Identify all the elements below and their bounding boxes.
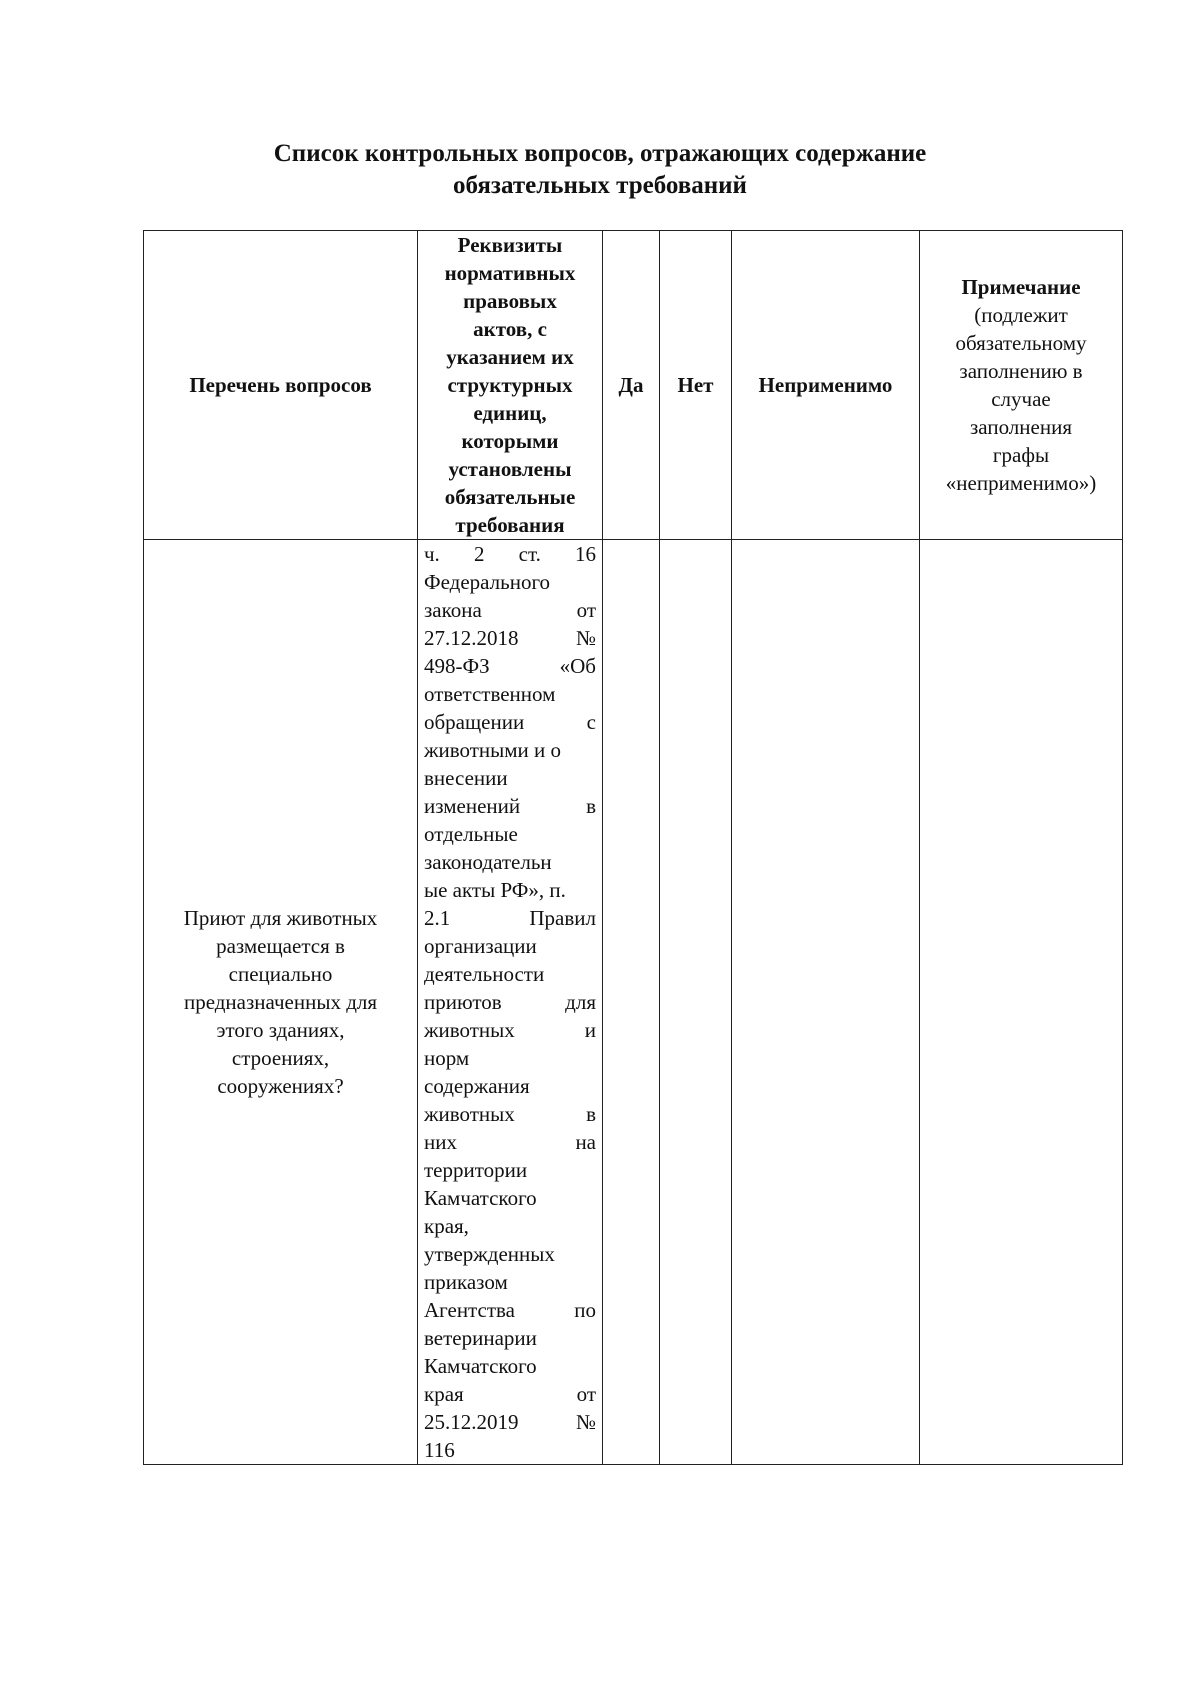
header-not-applicable: Неприменимо	[732, 231, 920, 540]
header-yes: Да	[603, 231, 660, 540]
question-line: этого зданиях,	[216, 1018, 345, 1042]
requisites-line	[424, 1016, 596, 1044]
requisites-word: для	[565, 990, 596, 1014]
question-line: Приют для животных	[183, 906, 378, 930]
table-row	[144, 540, 1123, 1465]
table-body	[144, 540, 1123, 1465]
requisites-word: по	[574, 1298, 596, 1322]
requisites-line	[424, 1100, 596, 1128]
requisites-word: изменений	[424, 794, 521, 818]
requisites-line	[424, 568, 596, 596]
requisites-line	[424, 1296, 596, 1324]
requisites-word: 2	[473, 542, 485, 566]
requisites-word: и	[584, 1018, 596, 1042]
header-no: Нет	[660, 231, 732, 540]
requisites-word: края	[424, 1382, 464, 1406]
page-title-line-1: Список контрольных вопросов, отражающих содержание	[273, 140, 927, 167]
requisites-word: от	[576, 598, 596, 622]
requisites-word: организации	[424, 934, 537, 958]
requisites-line	[424, 1212, 596, 1240]
requisites-word: ч.	[424, 542, 440, 566]
header-note-line: заполнения	[970, 415, 1072, 439]
requisites-line	[424, 652, 596, 680]
requisites-word: закона	[424, 598, 482, 622]
requisites-line	[424, 932, 596, 960]
page-title-line-2: обязательных требований	[453, 172, 747, 199]
requisites-word: с	[586, 710, 596, 734]
requisites-line	[424, 1436, 596, 1464]
header-requisites-line: единиц,	[473, 401, 547, 425]
header-requisites-line: установлены	[448, 457, 572, 481]
header-note-line: заполнению в	[959, 359, 1083, 383]
header-questions: Перечень вопросов	[144, 231, 418, 540]
note-cell	[920, 540, 1123, 1465]
requisites-word: Камчатского	[424, 1354, 537, 1378]
header-requisites-line: обязательные	[444, 485, 576, 509]
checklist-table	[143, 230, 1123, 1465]
header-note-line: случае	[991, 387, 1051, 411]
requisites-line	[424, 680, 596, 708]
requisites-line	[424, 1352, 596, 1380]
requisites-line	[424, 540, 596, 568]
requisites-line	[424, 1324, 596, 1352]
requisites-word: норм	[424, 1046, 470, 1070]
requisites-word: 25.12.2019	[424, 1410, 519, 1434]
requisites-word: деятельности	[424, 962, 545, 986]
page-title	[0, 138, 1200, 202]
question-line: специально	[228, 962, 333, 986]
requisites-word: животных	[424, 1102, 515, 1126]
requisites-line	[424, 708, 596, 736]
requisites-word: Правил	[529, 906, 596, 930]
requisites-word: приказом	[424, 1270, 508, 1294]
header-note-line: обязательному	[955, 331, 1087, 355]
requisites-word: животными и о	[424, 738, 562, 762]
requisites-line	[424, 820, 596, 848]
header-requisites-line: правовых	[463, 289, 557, 313]
header-requisites-line: структурных	[447, 373, 573, 397]
requisites-word: на	[575, 1130, 596, 1154]
header-requisites-line: указанием их	[446, 345, 574, 369]
yes-cell	[603, 540, 660, 1465]
requisites-line	[424, 1072, 596, 1100]
header-requisites-line: нормативных	[444, 261, 576, 285]
requisites-word: отдельные	[424, 822, 518, 846]
requisites-word: внесении	[424, 766, 508, 790]
header-note-title: Примечание	[961, 275, 1081, 299]
question-line: размещается в	[216, 934, 345, 958]
requisites-word: в	[586, 1102, 596, 1126]
requisites-line	[424, 1044, 596, 1072]
header-note-line: (подлежит	[974, 303, 1068, 327]
header-note-line: «неприменимо»)	[945, 471, 1097, 495]
requisites-line	[424, 736, 596, 764]
table-header-row	[144, 231, 1123, 540]
requisites-word: территории	[424, 1158, 528, 1182]
requisites-word: Агентства	[424, 1298, 515, 1322]
requisites-word: 2.1	[424, 906, 451, 930]
requisites-word: ответственном	[424, 682, 556, 706]
requisites-line	[424, 624, 596, 652]
requisites-word: приютов	[424, 990, 502, 1014]
requisites-word: них	[424, 1130, 457, 1154]
requisites-word: края,	[424, 1214, 469, 1238]
requisites-line	[424, 1240, 596, 1268]
requisites-word: утвержденных	[424, 1242, 555, 1266]
requisites-word: Камчатского	[424, 1186, 537, 1210]
requisites-line	[424, 1380, 596, 1408]
requisites-line	[424, 848, 596, 876]
not-applicable-cell	[732, 540, 920, 1465]
requisites-line	[424, 792, 596, 820]
requisites-word: содержания	[424, 1074, 530, 1098]
requisites-line	[424, 904, 596, 932]
requisites-word: 16	[575, 542, 596, 566]
requisites-word: Федерального	[424, 570, 551, 594]
requisites-word: 498-ФЗ	[424, 654, 490, 678]
requisites-line	[424, 764, 596, 792]
requisites-line	[424, 1184, 596, 1212]
header-note	[920, 231, 1123, 540]
header-requisites-line: которыми	[461, 429, 559, 453]
requisites-word: 116	[424, 1438, 455, 1462]
requisites-word: ст.	[518, 542, 541, 566]
header-note-line: графы	[992, 443, 1050, 467]
question-line: строениях,	[231, 1046, 330, 1070]
question-line: сооружениях?	[217, 1074, 344, 1098]
requisites-line	[424, 988, 596, 1016]
requisites-line	[424, 1268, 596, 1296]
requisites-word: №	[575, 1410, 596, 1434]
requisites-word: ветеринарии	[424, 1326, 537, 1350]
question-line: предназначенных для	[183, 990, 378, 1014]
header-requisites-line: требования	[455, 513, 565, 537]
requisites-word: ые акты РФ», п.	[424, 878, 566, 902]
requisites-word: «Об	[559, 654, 596, 678]
requisites-line	[424, 1128, 596, 1156]
requisites-line	[424, 596, 596, 624]
requisites-word: обращении	[424, 710, 525, 734]
requisites-line	[424, 876, 596, 904]
question-cell	[144, 540, 418, 1465]
requisites-line	[424, 1156, 596, 1184]
header-requisites-line: актов, с	[473, 317, 547, 341]
requisites-word: 27.12.2018	[424, 626, 519, 650]
no-cell	[660, 540, 732, 1465]
requisites-word: от	[576, 1382, 596, 1406]
requisites-line	[424, 1408, 596, 1436]
requisites-line	[424, 960, 596, 988]
requisites-cell	[418, 540, 603, 1465]
requisites-word: законодательн	[424, 850, 552, 874]
header-requisites	[418, 231, 603, 540]
requisites-word: в	[586, 794, 596, 818]
requisites-word: животных	[424, 1018, 515, 1042]
table-header	[144, 231, 1123, 540]
header-requisites-line: Реквизиты	[457, 233, 563, 257]
requisites-word: №	[575, 626, 596, 650]
